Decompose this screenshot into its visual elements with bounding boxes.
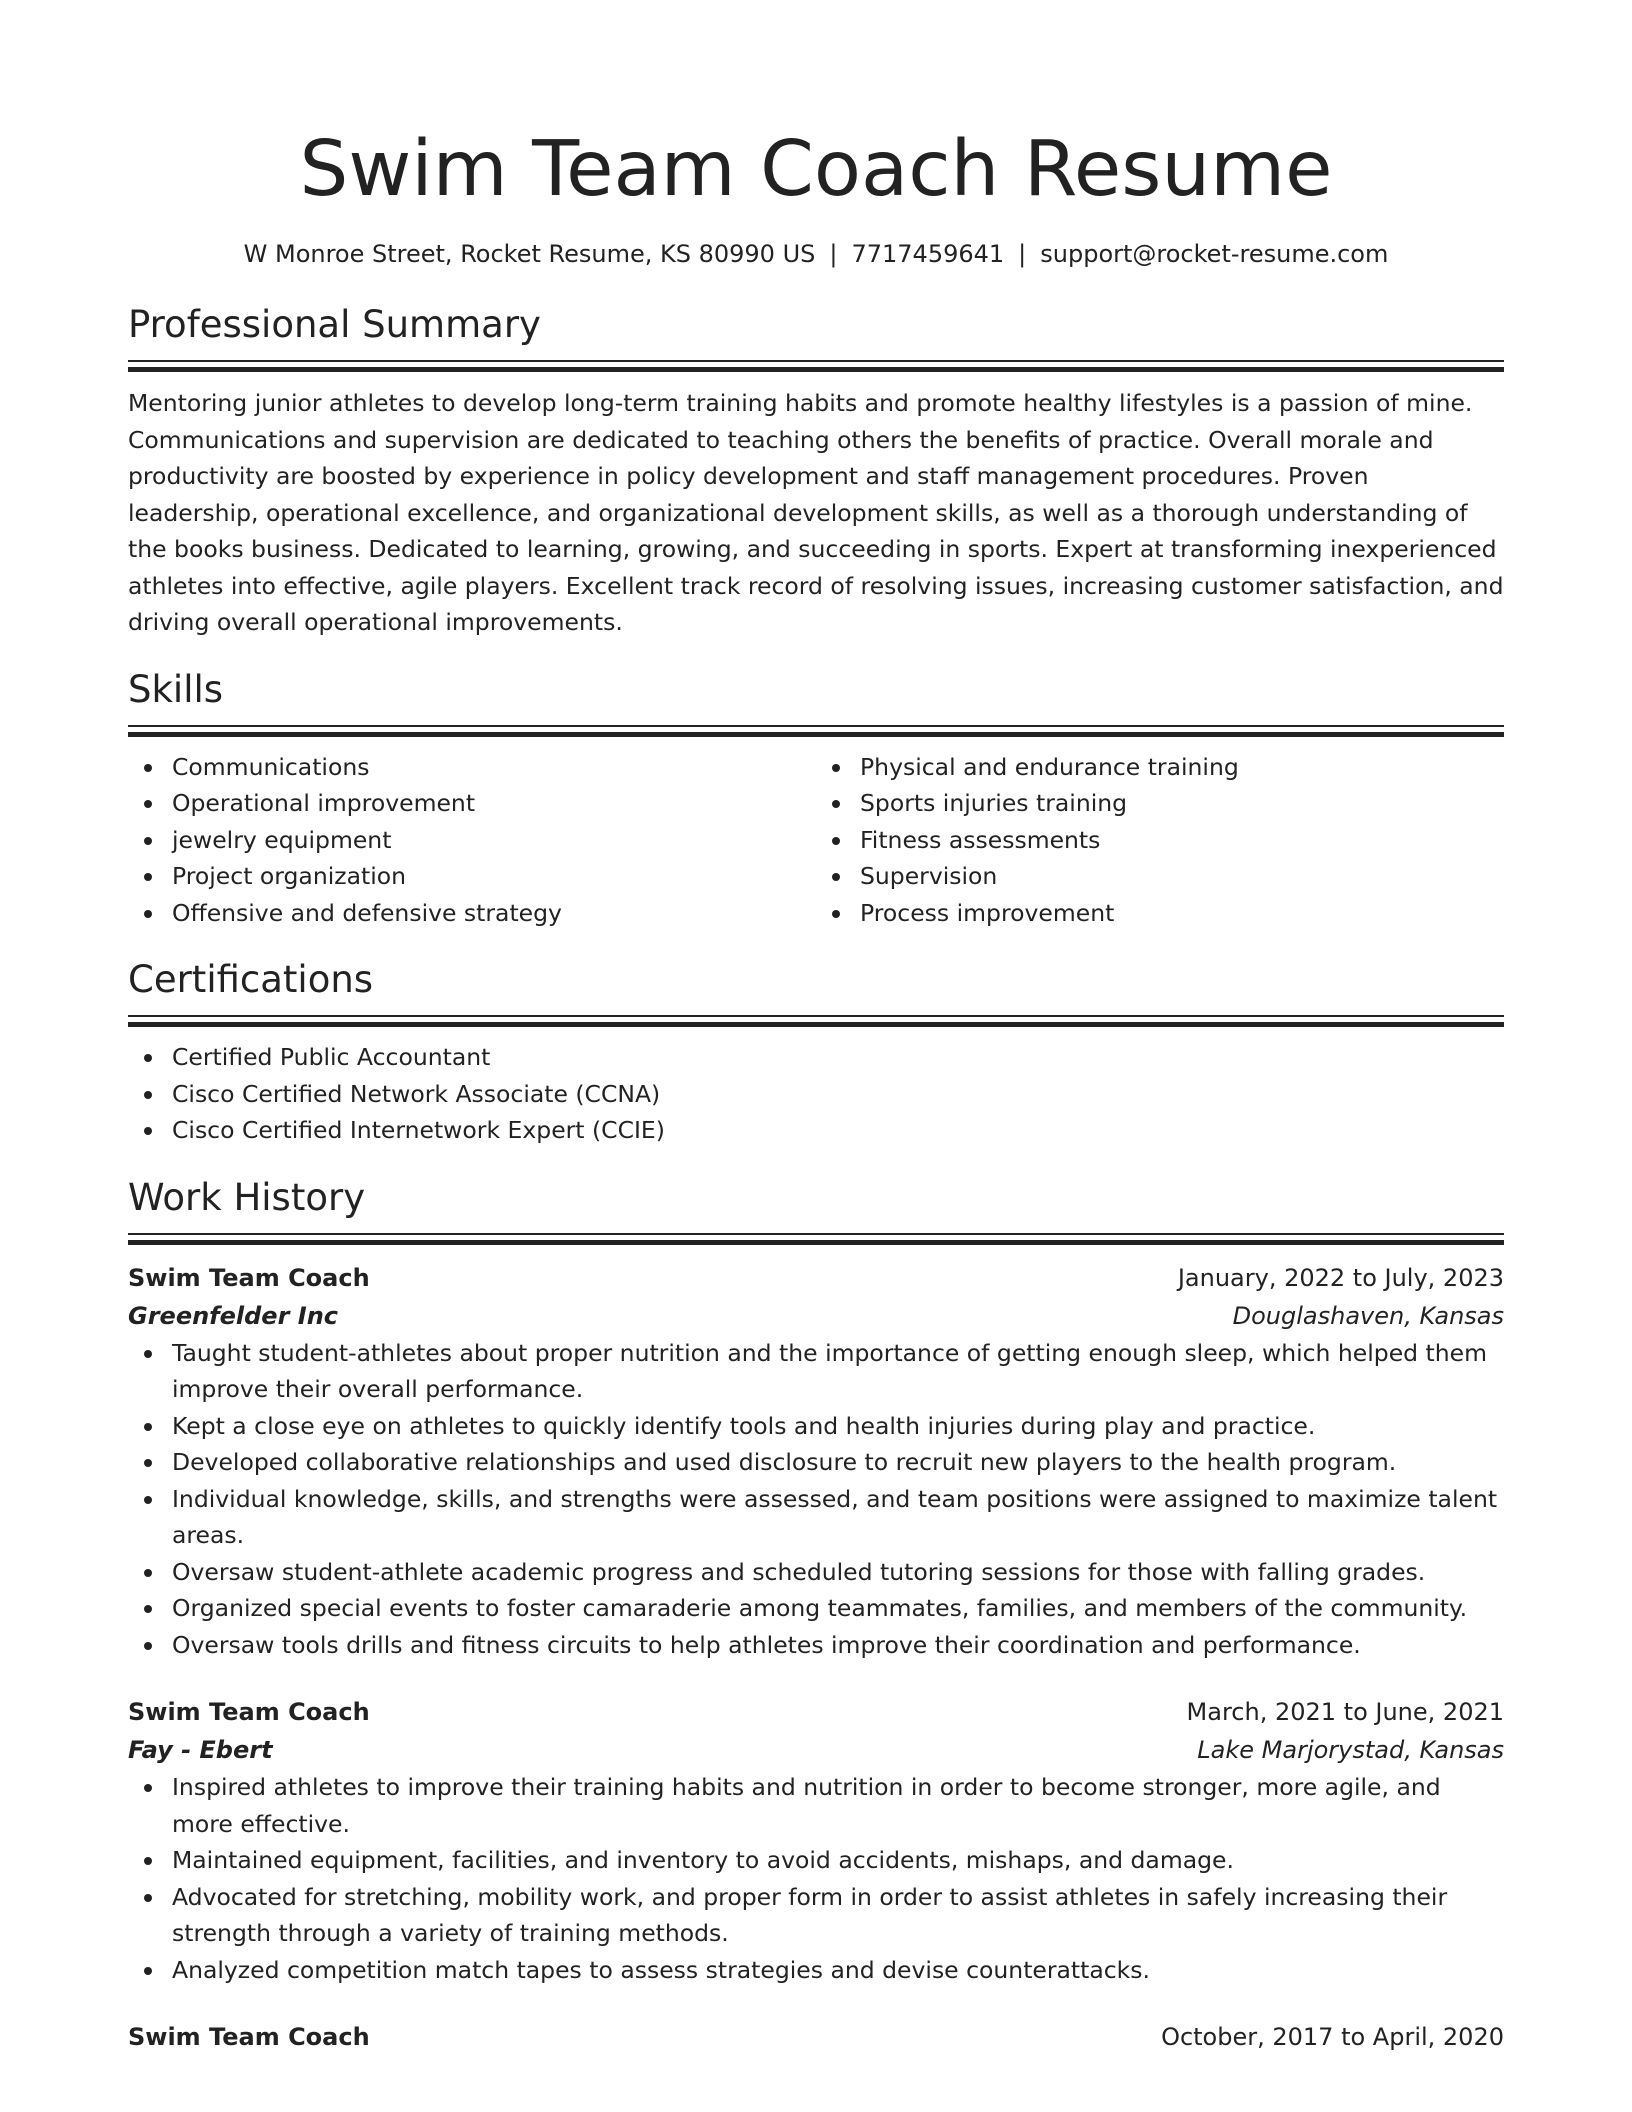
contact-separator: |	[1018, 240, 1027, 268]
job-bullet: Organized special events to foster camaraderie among teammates, families, and members of the community.	[172, 1590, 1504, 1627]
job-header	[128, 1693, 1504, 1731]
skills-section	[128, 667, 1504, 932]
skill-item: Operational improvement	[172, 785, 816, 822]
job-bullet: Kept a close eye on athletes to quickly identify tools and health injuries during play and practice.	[172, 1408, 1504, 1445]
job-dates: October, 2017 to April, 2020	[1161, 2023, 1504, 2051]
contact-address: W Monroe Street, Rocket Resume, KS 80990 US	[243, 240, 816, 268]
job-location: Lake Marjorystad, Kansas	[1197, 1736, 1504, 1764]
job-location: Douglashaven, Kansas	[1232, 1301, 1504, 1330]
job-bullet: Taught student-athletes about proper nutrition and the importance of getting enough sleep, which helped them improve their overall performance.	[172, 1335, 1504, 1408]
certifications-section	[128, 957, 1504, 1149]
resume-page	[128, 0, 1504, 2056]
summary-text: Mentoring junior athletes to develop long-term training habits and promote healthy lifestyles is a passion of mine. Communications and supervision are dedicated to teaching others the benefits of practice. Overall morale and productivity are boosted by experience in policy development and staff management procedures. Proven leadership, operational excellence, and organizational development skills, as well as a thorough understanding of the books business. Dedicated to learning, growing, and succeeding in sports. Expert at transforming inexperienced athletes into effective, agile players. Excellent track record of resolving issues, increasing customer satisfaction, and driving overall operational improvements.	[128, 389, 1504, 636]
certification-item: Certified Public Accountant	[172, 1039, 1504, 1076]
certifications-heading: Certifications	[128, 958, 374, 1001]
job-entry	[128, 1259, 1504, 1664]
job-role: Swim Team Coach	[128, 1263, 370, 1292]
skill-item: Offensive and defensive strategy	[172, 895, 816, 932]
job-header	[128, 2018, 1504, 2056]
contact-phone: 7717459641	[851, 240, 1005, 268]
job-bullets	[128, 1769, 1504, 1988]
contact-separator: |	[829, 240, 838, 268]
skills-columns	[128, 749, 1504, 932]
skills-heading: Skills	[128, 667, 224, 711]
job-company: Greenfelder Inc	[128, 1301, 339, 1330]
contact-line	[128, 238, 1504, 270]
skill-item: Fitness assessments	[860, 822, 1504, 859]
skills-list-right	[816, 749, 1504, 932]
certification-item: Cisco Certified Internetwork Expert (CCIE)	[172, 1112, 1504, 1149]
skill-item: Project organization	[172, 858, 816, 895]
job-dates: January, 2022 to July, 2023	[1177, 1263, 1504, 1292]
skill-item: Physical and endurance training	[860, 749, 1504, 786]
job-bullet: Individual knowledge, skills, and strengths were assessed, and team positions were assigned to maximize talent areas.	[172, 1481, 1504, 1554]
job-company: Fay - Ebert	[128, 1736, 273, 1764]
work-history-heading: Work History	[128, 1175, 366, 1219]
certification-item: Cisco Certified Network Associate (CCNA)	[172, 1076, 1504, 1113]
job-dates: March, 2021 to June, 2021	[1186, 1698, 1504, 1726]
section-divider	[128, 360, 1504, 372]
job-entry	[128, 2018, 1504, 2056]
work-history-section	[128, 1175, 1504, 2057]
section-divider	[128, 1233, 1504, 1245]
section-divider	[128, 1015, 1504, 1027]
job-bullet: Oversaw tools drills and fitness circuits to help athletes improve their coordination and performance.	[172, 1627, 1504, 1664]
skill-item: Process improvement	[860, 895, 1504, 932]
summary-section	[128, 302, 1504, 641]
resume-title: Swim Team Coach Resume	[299, 125, 1333, 214]
job-header	[128, 1259, 1504, 1297]
job-role: Swim Team Coach	[128, 1698, 370, 1726]
job-bullet: Analyzed competition match tapes to assess strategies and devise counterattacks.	[172, 1952, 1504, 1989]
job-bullets	[128, 1335, 1504, 1664]
summary-heading: Professional Summary	[128, 303, 541, 346]
job-bullet: Maintained equipment, facilities, and inventory to avoid accidents, mishaps, and damage.	[172, 1842, 1504, 1879]
skill-item: Communications	[172, 749, 816, 786]
skill-item: Sports injuries training	[860, 785, 1504, 822]
skill-item: Supervision	[860, 858, 1504, 895]
job-bullet: Inspired athletes to improve their training habits and nutrition in order to become stronger, more agile, and more effective.	[172, 1769, 1504, 1842]
job-bullet: Oversaw student-athlete academic progress and scheduled tutoring sessions for those with falling grades.	[172, 1554, 1504, 1591]
job-bullet: Developed collaborative relationships and used disclosure to recruit new players to the health program.	[172, 1444, 1504, 1481]
job-subheader	[128, 1297, 1504, 1335]
contact-email[interactable]: support@rocket-resume.com	[1040, 240, 1389, 268]
job-entry	[128, 1693, 1504, 1988]
skill-item: jewelry equipment	[172, 822, 816, 859]
job-subheader	[128, 1731, 1504, 1769]
certifications-list	[128, 1039, 1504, 1149]
skills-list-left	[128, 749, 816, 932]
job-role: Swim Team Coach	[128, 2023, 370, 2051]
section-divider	[128, 725, 1504, 737]
job-bullet: Advocated for stretching, mobility work, and proper form in order to assist athletes in safely increasing their strength through a variety of training methods.	[172, 1879, 1504, 1952]
